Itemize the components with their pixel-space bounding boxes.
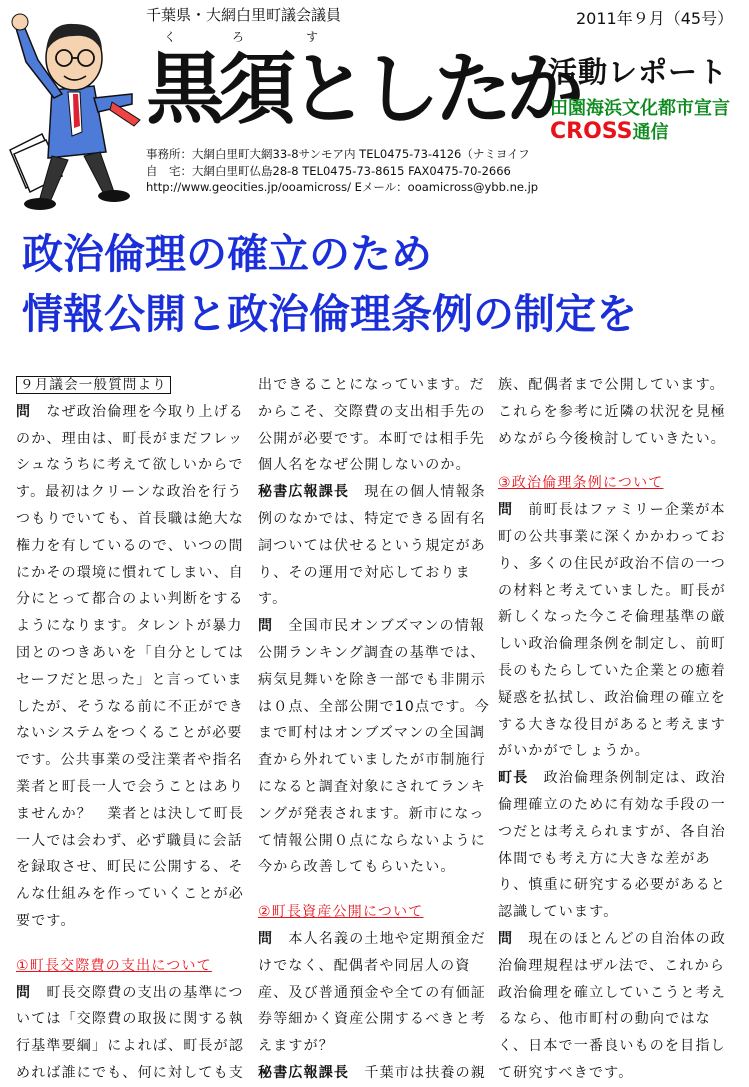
paragraph bbox=[258, 926, 490, 1060]
issue-number: 2011年９月（45号） bbox=[576, 9, 734, 28]
paragraph-text: 前町長はファミリー企業が本町の公共事業に深くかかわっており、多くの住民が政治不信の一つの材料と考えていました。町長が新しくなった今こそ倫理基準の厳しい政治倫理条例を制定し、前町長のもたらしていた企業との癒着疑惑を払拭し、政治倫理の確立をする大きな役目があると考えますがいかがでしょうか。 bbox=[498, 502, 726, 760]
paragraph bbox=[258, 613, 490, 881]
question-label: 問 bbox=[498, 502, 514, 519]
source-label: ９月議会一般質問より bbox=[16, 376, 171, 394]
column-2 bbox=[258, 372, 490, 1087]
question-label: 問 bbox=[16, 984, 32, 1001]
mascot-illustration bbox=[2, 2, 144, 220]
paragraph-text: なぜ政治倫理を今取り上げるのか、理由は、町長がまだフレッシュなうちに考えて欲しいからです。最初はクリーンな政治を行うつもりでいても、首長職は絶大な権力を有しているので、いつの間にかその環境に慣れてしまい、自分にとって都合のよい判断をするようになります。タレントが暴力団とのつきあいを「自分としてはセーフだと思った」と言っていましたが、そうなる前に不正ができないシステムをつくることが必要です。公共事業の受注業者や指名業者と町長一人で会うことはありませんか？ 業者とは決して町長一人では会わず、必ず職員に会話を録取させ、町民に公開する、そんな仕組みを作っていくことが必要です。 bbox=[16, 403, 245, 929]
paragraph-text: 現在の個人情報条例のなかでは、特定できる固有名詞ついては伏せるという規定があり、その運用で対応しております。 bbox=[258, 484, 487, 608]
headline-line-1: 政治倫理の確立のため bbox=[22, 230, 432, 278]
paragraph bbox=[258, 479, 490, 613]
question-label: 問 bbox=[258, 618, 274, 635]
paragraph-text: 出できることになっています。だからこそ、交際費の支出相手先の公開が必要です。本町では相手先個人名をなぜ公開しないのか。 bbox=[258, 377, 486, 474]
section-heading: ③政治倫理条例について bbox=[498, 475, 664, 492]
contact-info bbox=[146, 146, 538, 196]
question-label: 問 bbox=[16, 403, 32, 420]
paragraph-text: 族、配偶者まで公開しています。これらを参考に近隣の状況を見極めながら今後検討していきたい。 bbox=[498, 377, 726, 447]
report-title: 活動レポート bbox=[548, 55, 729, 89]
tsushin-label: 通信 bbox=[632, 122, 669, 143]
paragraph-text: 現在のほとんどの自治体の政治倫理規程はザル法で、これから政治倫理を確立していこうと考えるなら、他市町村の動向ではなく、日本で一番良いものを目指して研究すべきです。 bbox=[498, 930, 727, 1081]
paragraph bbox=[498, 926, 730, 1087]
paragraph-text: 千葉市は扶養の親 bbox=[364, 1064, 487, 1081]
paragraph bbox=[16, 399, 248, 935]
councilor-name: 黒須としたか bbox=[146, 45, 579, 135]
section-heading: ①町長交際費の支出について bbox=[16, 957, 212, 974]
paragraph-text: 政治倫理条例制定は、政治倫理確立のために有効な手段の一つだとは考えられますが、各自治体間でも考え方に大きな差があり、慎重に研究する必要があると認識しています。 bbox=[498, 770, 727, 921]
ruby-char: す bbox=[306, 30, 319, 44]
paragraph bbox=[498, 497, 730, 765]
headline-line-2: 情報公開と政治倫理条例の制定を bbox=[22, 290, 637, 338]
web-email[interactable]: http://www.geocities.jp/ooamicross/ Eメール：ooamicross@ybb.ne.jp bbox=[146, 180, 539, 194]
ruby-char: く bbox=[164, 30, 177, 44]
cross-newsletter bbox=[550, 118, 669, 144]
column-1 bbox=[16, 372, 248, 1087]
paragraph-text: 町長交際費の支出の基準については「交際費の取扱に関する執行基準要綱」によれば、町長が認めれば誰にでも、何に対しても支 bbox=[16, 984, 244, 1081]
cross-logo-text: CROSS bbox=[550, 119, 633, 144]
paragraph-text: 本人名義の土地や定期預金だけでなく、配偶者や同居人の資産、及び普通預金や全ての有価証券等細かく資産公開するべきと考えますが？ bbox=[258, 930, 487, 1055]
org-title: 千葉県・大網白里町議会議員 bbox=[146, 6, 342, 24]
paragraph bbox=[16, 980, 248, 1087]
question-label: 問 bbox=[498, 930, 514, 947]
ruby-char: ろ bbox=[232, 30, 245, 44]
office-address: 事務所：大網白里町大網33-8サンモア内 TEL0475-73-4126（ナミヨイフ bbox=[146, 147, 530, 161]
city-declaration: 田園海浜文化都市宣言 bbox=[550, 98, 730, 119]
question-label: 問 bbox=[258, 930, 274, 947]
answer-label: 町長 bbox=[498, 770, 529, 787]
section-heading: ②町長資産公開について bbox=[258, 904, 424, 921]
paragraph-text: 全国市民オンブズマンの情報公開ランキング調査の基準では、病気見舞いを除き一部でも非開示は０点、全部公開で10点です。今まで町村はオンブズマンの全国調査から外れていましたが市制施行になると調査対象にされてランキングが発表されます。新市になって情報公開０点にならないように今から改善してもらいたい。 bbox=[258, 618, 490, 876]
paragraph bbox=[498, 765, 730, 926]
home-address: 自 宅：大網白里町仏島28-8 TEL0475-73-8615 FAX0475-70-2666 bbox=[146, 163, 511, 178]
answer-label: 秘書広報課長 bbox=[258, 1064, 350, 1081]
paragraph bbox=[258, 1060, 490, 1087]
headline bbox=[22, 224, 742, 344]
answer-label: 秘書広報課長 bbox=[258, 484, 350, 501]
column-3 bbox=[498, 372, 730, 1087]
